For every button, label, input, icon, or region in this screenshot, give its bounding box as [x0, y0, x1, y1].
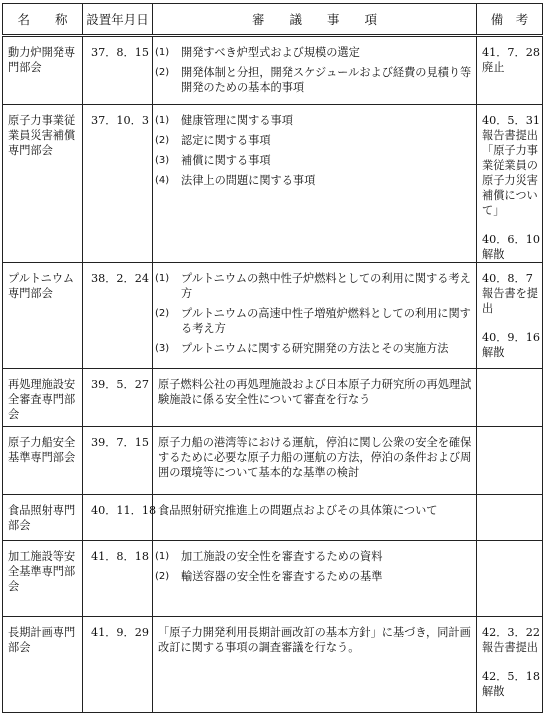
- list-item: [155, 65, 472, 95]
- item-number: (1): [155, 273, 170, 284]
- established-date: 38．2．24: [83, 263, 153, 369]
- established-date: 41．9．29: [83, 617, 153, 713]
- table-row: [3, 617, 543, 713]
- committee-name: 原子力船安全基準専門部会: [3, 427, 83, 495]
- deliberation-items: [153, 541, 477, 617]
- deliberation-items: [153, 105, 477, 263]
- table-row: [3, 36, 543, 105]
- item-text: 補償に関する事項: [181, 154, 271, 167]
- established-date: 40．11．18: [83, 495, 153, 541]
- deliberation-items: [153, 263, 477, 369]
- table-row: [3, 495, 543, 541]
- table-row: [3, 105, 543, 263]
- item-number: (2): [155, 571, 170, 582]
- list-item: [155, 549, 472, 564]
- deliberation-text: 「原子力開発利用長期計画改訂の基本方針」に基づき，同計画改訂に関する事項の調査審議を行なう。: [153, 617, 477, 713]
- deliberation-text: 食品照射研究推進上の問題点およびその具体策について: [153, 495, 477, 541]
- list-item: [155, 306, 472, 336]
- item-text: 開発体制と分担，開発スケジュールおよび経費の見積り等開発のための基本的事項: [181, 66, 472, 94]
- remarks-cell: [477, 105, 543, 263]
- item-text: プルトニウムの熱中性子炉燃料としての利用に関する考え方: [181, 272, 471, 300]
- item-number: (2): [155, 67, 170, 78]
- remark-text: 40．5．31 報告書提出「原子力事業従業員の原子力災害補償について」: [482, 114, 540, 217]
- list-item: [155, 133, 472, 148]
- item-number: (3): [155, 343, 170, 354]
- list-item: [155, 569, 472, 584]
- table-row: [3, 541, 543, 617]
- item-number: (2): [155, 308, 170, 319]
- established-date: 41．8．18: [83, 541, 153, 617]
- table-row: [3, 427, 543, 495]
- table-row: [3, 263, 543, 369]
- item-text: 開発すべき炉型式および規模の選定: [181, 46, 360, 59]
- item-text: 加工施設の安全性を審査するための資料: [181, 550, 383, 563]
- remarks-cell: [477, 495, 543, 541]
- item-text: 認定に関する事項: [181, 134, 271, 147]
- list-item: [155, 113, 472, 128]
- header-date: 設置年月日: [83, 4, 153, 36]
- committee-name: 原子力事業従業員災害補償専門部会: [3, 105, 83, 263]
- list-item: [155, 271, 472, 301]
- remark-text: 42．5．18 解散: [482, 670, 540, 698]
- established-date: 39．7．15: [83, 427, 153, 495]
- item-text: 法律上の問題に関する事項: [181, 174, 316, 187]
- remark-text: 40．9．16 解散: [482, 331, 540, 359]
- item-text: 輸送容器の安全性を審査するための基準: [181, 570, 383, 583]
- established-date: 37．8．15: [83, 36, 153, 105]
- committee-name: 長期計画専門部会: [3, 617, 83, 713]
- remark-text: 41．7．28 廃止: [482, 46, 540, 74]
- list-item: [155, 153, 472, 168]
- item-number: (4): [155, 175, 170, 186]
- remark-text: 42．3．22 報告書提出: [482, 626, 540, 654]
- item-number: (1): [155, 47, 170, 58]
- item-text: 健康管理に関する事項: [181, 114, 293, 127]
- remarks-cell: [477, 617, 543, 713]
- remarks-cell: [477, 263, 543, 369]
- committee-name: 再処理施設安全審査専門部会: [3, 369, 83, 427]
- established-date: 39．5．27: [83, 369, 153, 427]
- deliberation-items: [153, 36, 477, 105]
- item-number: (1): [155, 551, 170, 562]
- item-number: (3): [155, 155, 170, 166]
- header-matters: 審 議 事 項: [153, 4, 477, 36]
- table-body: [3, 36, 543, 713]
- committee-table: [2, 3, 543, 713]
- committee-name: 動力炉開発専門部会: [3, 36, 83, 105]
- remarks-cell: [477, 541, 543, 617]
- table-row: [3, 369, 543, 427]
- item-text: プルトニウムの高速中性子増殖炉燃料としての利用に関する考え方: [181, 307, 471, 335]
- remarks-cell: [477, 369, 543, 427]
- item-text: プルトニウムに関する研究開発の方法とその実施方法: [181, 342, 449, 355]
- committee-name: 食品照射専門部会: [3, 495, 83, 541]
- deliberation-text: 原子燃料公社の再処理施設および日本原子力研究所の再処理試験施設に係る安全性について審査を行なう: [153, 369, 477, 427]
- list-item: [155, 341, 472, 356]
- committee-name: プルトニウム専門部会: [3, 263, 83, 369]
- established-date: 37．10．3: [83, 105, 153, 263]
- list-item: [155, 173, 472, 188]
- remark-text: 40．6．10 解散: [482, 233, 540, 261]
- header-remarks: 備 考: [477, 4, 543, 36]
- list-item: [155, 45, 472, 60]
- item-number: (2): [155, 135, 170, 146]
- header-name: 名 称: [3, 4, 83, 36]
- item-number: (1): [155, 115, 170, 126]
- remarks-cell: [477, 36, 543, 105]
- header-row: [3, 4, 543, 36]
- committee-name: 加工施設等安全基準専門部会: [3, 541, 83, 617]
- deliberation-text: 原子力船の港湾等における運航，停泊に関し公衆の安全を確保するために必要な原子力船の運航の方法，停泊の条件および周囲の環境等について基本的な基準の検討: [153, 427, 477, 495]
- remark-text: 40．8．7 報告書を提出: [482, 272, 538, 315]
- remarks-cell: [477, 427, 543, 495]
